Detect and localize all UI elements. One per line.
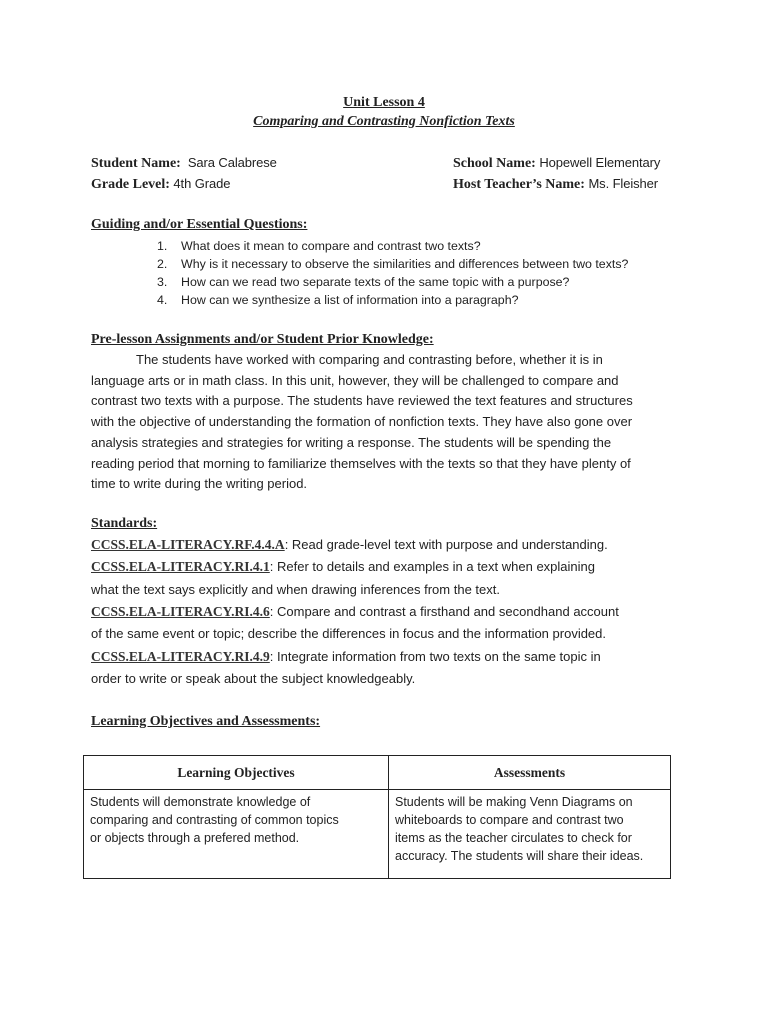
prior-knowledge-heading: Pre-lesson Assignments and/or Student Prior Knowledge: [91,332,434,347]
question-item: 1. What does it mean to compare and contrast two texts? [157,239,481,253]
host-teacher-row [453,176,658,193]
standard-item: CCSS.ELA-LITERACY.RF.4.4.A: Read grade-level text with purpose and understanding. [91,537,608,552]
school-name-label: School Name: [453,156,536,171]
school-name-row [453,155,660,172]
student-name-label: Student Name: [91,156,181,171]
column-header: Assessments [389,756,671,790]
prior-knowledge-paragraph [91,350,681,495]
questions-heading: Guiding and/or Essential Questions: [91,217,308,232]
paragraph-line: language arts or in math class. In this unit, however, they will be challenged to compare and [91,372,619,388]
document-title: Unit Lesson 4 [343,95,425,110]
grade-level-label: Grade Level: [91,177,170,192]
document-subtitle: Comparing and Contrasting Nonfiction Texts [253,114,515,129]
student-name-row [91,155,277,172]
grade-level-row [91,176,230,193]
host-teacher-value: Ms. Fleisher [588,176,659,191]
standard-continuation: order to write or speak about the subject knowledgeably. [91,671,416,686]
paragraph-line: contrast two texts with a purpose. The students have reviewed the text features and structures [91,393,633,409]
objective-cell: Students will demonstrate knowledge of comparing and contrasting of common topics or objects through a prefered method. [84,790,389,879]
question-item: 2. Why is it necessary to observe the similarities and differences between two texts? [157,257,629,271]
table-row [84,790,671,879]
paragraph-line: reading period that morning to familiarize themselves with the texts so that they have plenty of [91,455,631,471]
standard-item: CCSS.ELA-LITERACY.RI.4.1: Refer to details and examples in a text when explaining [91,559,595,574]
paragraph-line: time to write during the writing period. [91,476,308,492]
standard-link[interactable]: CCSS.ELA-LITERACY.RI.4.6 [91,604,270,619]
student-name-value: Sara Calabrese [187,155,277,170]
question-item: 4. How can we synthesize a list of information into a paragraph? [157,293,519,307]
objectives-heading: Learning Objectives and Assessments: [91,714,321,729]
host-teacher-label: Host Teacher’s Name: [453,177,585,192]
standards-heading: Standards: [91,516,158,531]
standard-link[interactable]: CCSS.ELA-LITERACY.RI.4.9 [91,649,270,664]
assessment-cell: Students will be making Venn Diagrams on whiteboards to compare and contrast two items as the teacher circulates to check for accuracy. The students will share their ideas. [389,790,671,879]
standard-item: CCSS.ELA-LITERACY.RI.4.9: Integrate information from two texts on the same topic in [91,649,601,664]
standard-link[interactable]: CCSS.ELA-LITERACY.RI.4.1 [91,559,270,574]
standard-link[interactable]: CCSS.ELA-LITERACY.RF.4.4.A [91,537,285,552]
paragraph-line: analysis strategies and strategies for writing a response. The students will be spending the [91,434,612,450]
standard-continuation: what the text says explicitly and when drawing inferences from the text. [91,582,500,597]
questions-list [157,237,628,309]
column-header: Learning Objectives [84,756,389,790]
school-name-value: Hopewell Elementary [539,155,661,170]
standard-item: CCSS.ELA-LITERACY.RI.4.6: Compare and contrast a firsthand and secondhand account [91,604,619,619]
objectives-table [83,755,671,879]
standard-continuation: of the same event or topic; describe the differences in focus and the information provided. [91,626,607,641]
table-header-row [84,756,671,790]
grade-level-value: 4th Grade [173,176,231,191]
question-item: 3. How can we read two separate texts of the same topic with a purpose? [157,275,570,289]
paragraph-line: The students have worked with comparing and contrasting before, whether it is in [136,352,603,367]
paragraph-line: with the objective of understanding the formation of nonfiction texts. They have also gone over [91,414,633,430]
